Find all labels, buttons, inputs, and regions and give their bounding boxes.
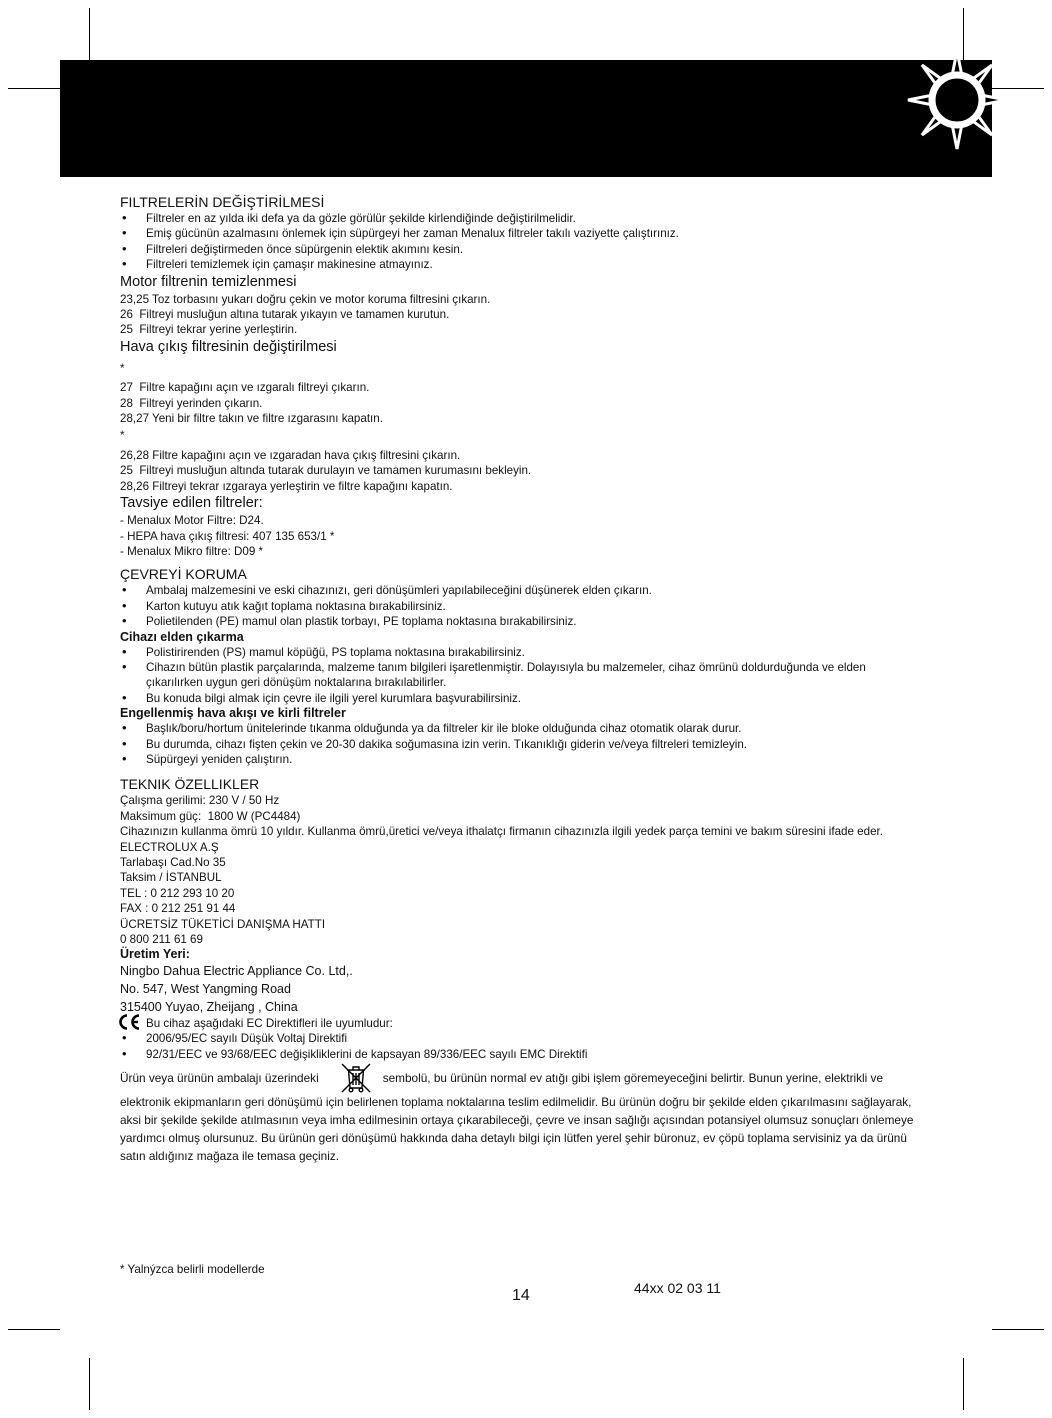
section-title-exhaust-filter: Hava çıkış filtresinin değiştirilmesi <box>120 338 337 355</box>
section-title-recommended: Tavsiye edilen filtreler: <box>120 495 263 512</box>
crop-mark <box>89 1358 90 1410</box>
crop-mark <box>963 1358 964 1410</box>
list-item: • Polietilenden (PE) mamul olan plastik torbayı, PE toplama noktasına bırakabilirsiniz. <box>120 614 920 629</box>
step-line: 25 Filtreyi musluğun altında tutarak durulayın ve tamamen kurumasını bekleyin. <box>120 464 532 478</box>
step-line: 25 Filtreyi tekrar yerine yerleştirin. <box>120 323 298 337</box>
spec-lifetime: Cihazınızın kullanma ömrü 10 yıldır. Kullanma ömrü,üretici ve/veya ithalatçı firmanın cihazınızla ilgili yedek parça temini ve bakım süresini ifade eder. <box>120 825 883 839</box>
recycling-text-before: Ürün veya ürünün ambalajı üzerindeki <box>120 1071 319 1086</box>
recycling-text-after: sembolü, bu ürünün normal ev atığı gibi işlem göremeyeceğini belirtir. Bunun yerine, elektrikli ve elektronik ekipmanların geri dönüşümü için belirlenen toplama noktalarına teslim edilmelidir. Bu ürünün doğru bir şekilde elden çıkarılmasını sağlayarak, aksi bir şekilde şekilde atılmasının veya imha edilmesinin ortaya çıkarabileceği, çevre ve insan sağlığı açısından potansiyel olumsuz sonuçları önlemeye yardımcı olmuş olursunuz. Bu ürünün geri dönüşümü hakkında daha detaylı bilgi için lütfen yerel şehir büronuz, ev çöpü toplama servisiniz ya da ürünü satın aldığınız mağaza ile temasa geçiniz. <box>120 1071 914 1163</box>
step-line: 26 Filtreyi musluğun altına tutarak yıkayın ve tamamen kurutun. <box>120 308 450 322</box>
section-title-filters: FILTRELERİN DEĞİŞTİRİLMESİ <box>120 194 325 210</box>
step-line: 26,28 Filtre kapağını açın ve ızgaradan hava çıkış filtresini çıkarın. <box>120 448 461 462</box>
list-item: • Karton kutuyu atık kağıt toplama noktasına bırakabilirsiniz. <box>120 599 920 614</box>
sun-icon <box>905 48 1009 152</box>
recycling-paragraph <box>120 1062 920 1165</box>
filter-item: - HEPA hava çıkış filtresi: 407 135 653/1 * <box>120 529 335 543</box>
company-line: ELECTROLUX A.Ş <box>120 840 219 854</box>
origin-line: Ningbo Dahua Electric Appliance Co. Ltd,. <box>120 964 353 979</box>
origin-title: Üretim Yeri: <box>120 947 190 962</box>
crop-mark <box>8 88 60 89</box>
step-line: 23,25 Toz torbasını yukarı doğru çekin ve motor koruma filtresini çıkarın. <box>120 292 491 306</box>
origin-line: No. 547, West Yangming Road <box>120 982 291 997</box>
list-item: • Bu konuda bilgi almak için çevre ile ilgili yerel kurumlara başvurabilirsiniz. <box>120 691 920 706</box>
filters-list <box>120 211 920 273</box>
environment-list <box>120 583 920 629</box>
step-line: 28,27 Yeni bir filtre takın ve filtre ızgarasını kapatın. <box>120 412 383 426</box>
list-item: • Filtreler en az yılda iki defa ya da gözle görülür şekilde kirlendiğinde değiştirilmelidir. <box>120 211 920 226</box>
list-item: • Polistirirenden (PS) mamul köpüğü, PS toplama noktasına bırakabilirsiniz. <box>120 645 920 660</box>
section-title-environment: ÇEVREYİ KORUMA <box>120 566 247 583</box>
header-band <box>60 60 992 177</box>
ec-intro: Bu cihaz aşağıdaki EC Direktifleri ile uyumludur: <box>146 1017 393 1031</box>
crop-mark <box>89 8 90 60</box>
filter-item: - Menalux Mikro filtre: D09 * <box>120 544 264 558</box>
company-line: Tarlabaşı Cad.No 35 <box>120 856 226 869</box>
section-title-technical: TEKNIK ÖZELLIKLER <box>120 776 260 793</box>
model-note-star: * <box>120 429 125 443</box>
list-item: • Cihazın bütün plastik parçalarında, malzeme tanım bilgileri işaretlenmiştir. Dolayısıyla bu malzemeler, cihaz ömrünü doldurduğunda ve elden çıkarılırken uygun geri dönüşüm noktalarına bırakılabilirler. <box>120 660 920 691</box>
section-title-motor-filter: Motor filtrenin temizlenmesi <box>120 273 297 290</box>
crop-mark <box>8 1329 60 1330</box>
company-line: 0 800 211 61 69 <box>120 933 203 947</box>
subheading-disposal: Cihazı elden çıkarma <box>120 629 244 644</box>
step-line: 27 Filtre kapağını açın ve ızgaralı filtreyi çıkarın. <box>120 381 370 395</box>
spec-power: Maksimum güç: 1800 W (PC4484) <box>120 809 301 823</box>
list-item: • Süpürgeyi yeniden çalıştırın. <box>120 752 920 767</box>
filter-item: - Menalux Motor Filtre: D24. <box>120 514 264 528</box>
crop-mark <box>992 1329 1044 1330</box>
ce-mark-icon <box>117 1013 141 1031</box>
document-code: 44xx 02 03 11 <box>634 1280 721 1296</box>
model-note-star: * <box>120 361 125 375</box>
company-line: FAX : 0 212 251 91 44 <box>120 902 236 916</box>
step-line: 28,26 Filtreyi tekrar ızgaraya yerleştirin ve filtre kapağını kapatın. <box>120 479 453 493</box>
spec-voltage: Çalışma gerilimi: 230 V / 50 Hz <box>120 794 280 808</box>
page-content <box>120 193 920 1165</box>
list-item: • Başlık/boru/hortum ünitelerinde tıkanma olduğunda ya da filtreler kir ile bloke olduğunda cihaz otomatik olarak durur. <box>120 721 920 736</box>
list-item: • Ambalaj malzemesini ve eski cihazınızı, geri dönüşümleri yapılabileceğini düşünerek elden çıkarın. <box>120 583 920 598</box>
ec-list <box>120 1031 920 1062</box>
blocked-airflow-list <box>120 721 920 767</box>
disposal-list <box>120 645 920 707</box>
ec-compliance <box>120 1016 920 1031</box>
company-line: ÜCRETSİZ TÜKETİCİ DANIŞMA HATTI <box>120 917 326 931</box>
footnote: * Yalnýzca belirli modellerde <box>120 1263 265 1276</box>
page-number: 14 <box>512 1287 530 1304</box>
company-line: TEL : 0 212 293 10 20 <box>120 886 235 900</box>
list-item: • 2006/95/EC sayılı Düşük Voltaj Direktifi <box>120 1031 920 1046</box>
subheading-blocked-airflow: Engellenmiş hava akışı ve kirli filtreler <box>120 706 346 721</box>
step-line: 28 Filtreyi yerinden çıkarın. <box>120 396 263 410</box>
origin-line: 315400 Yuyao, Zheijang , China <box>120 1000 298 1015</box>
list-item: • Filtreleri temizlemek için çamaşır makinesine atmayınız. <box>120 257 920 272</box>
list-item: • 92/31/EEC ve 93/68/EEC değişikliklerini de kapsayan 89/336/EEC sayılı EMC Direktifi <box>120 1047 920 1062</box>
list-item: • Filtreleri değiştirmeden önce süpürgenin elektik akımını kesin. <box>120 242 920 257</box>
list-item: • Bu durumda, cihazı fişten çekin ve 20-30 dakika soğumasına izin verin. Tıkanıklığı giderin ve/veya filtreleri temizleyin. <box>120 737 920 752</box>
list-item: • Emiş gücünün azalmasını önlemek için süpürgeyi her zaman Menalux filtreler takılı vaziyette çalıştırınız. <box>120 226 920 241</box>
crossed-bin-icon <box>339 1062 373 1094</box>
company-line: Taksim / İSTANBUL <box>120 871 222 885</box>
